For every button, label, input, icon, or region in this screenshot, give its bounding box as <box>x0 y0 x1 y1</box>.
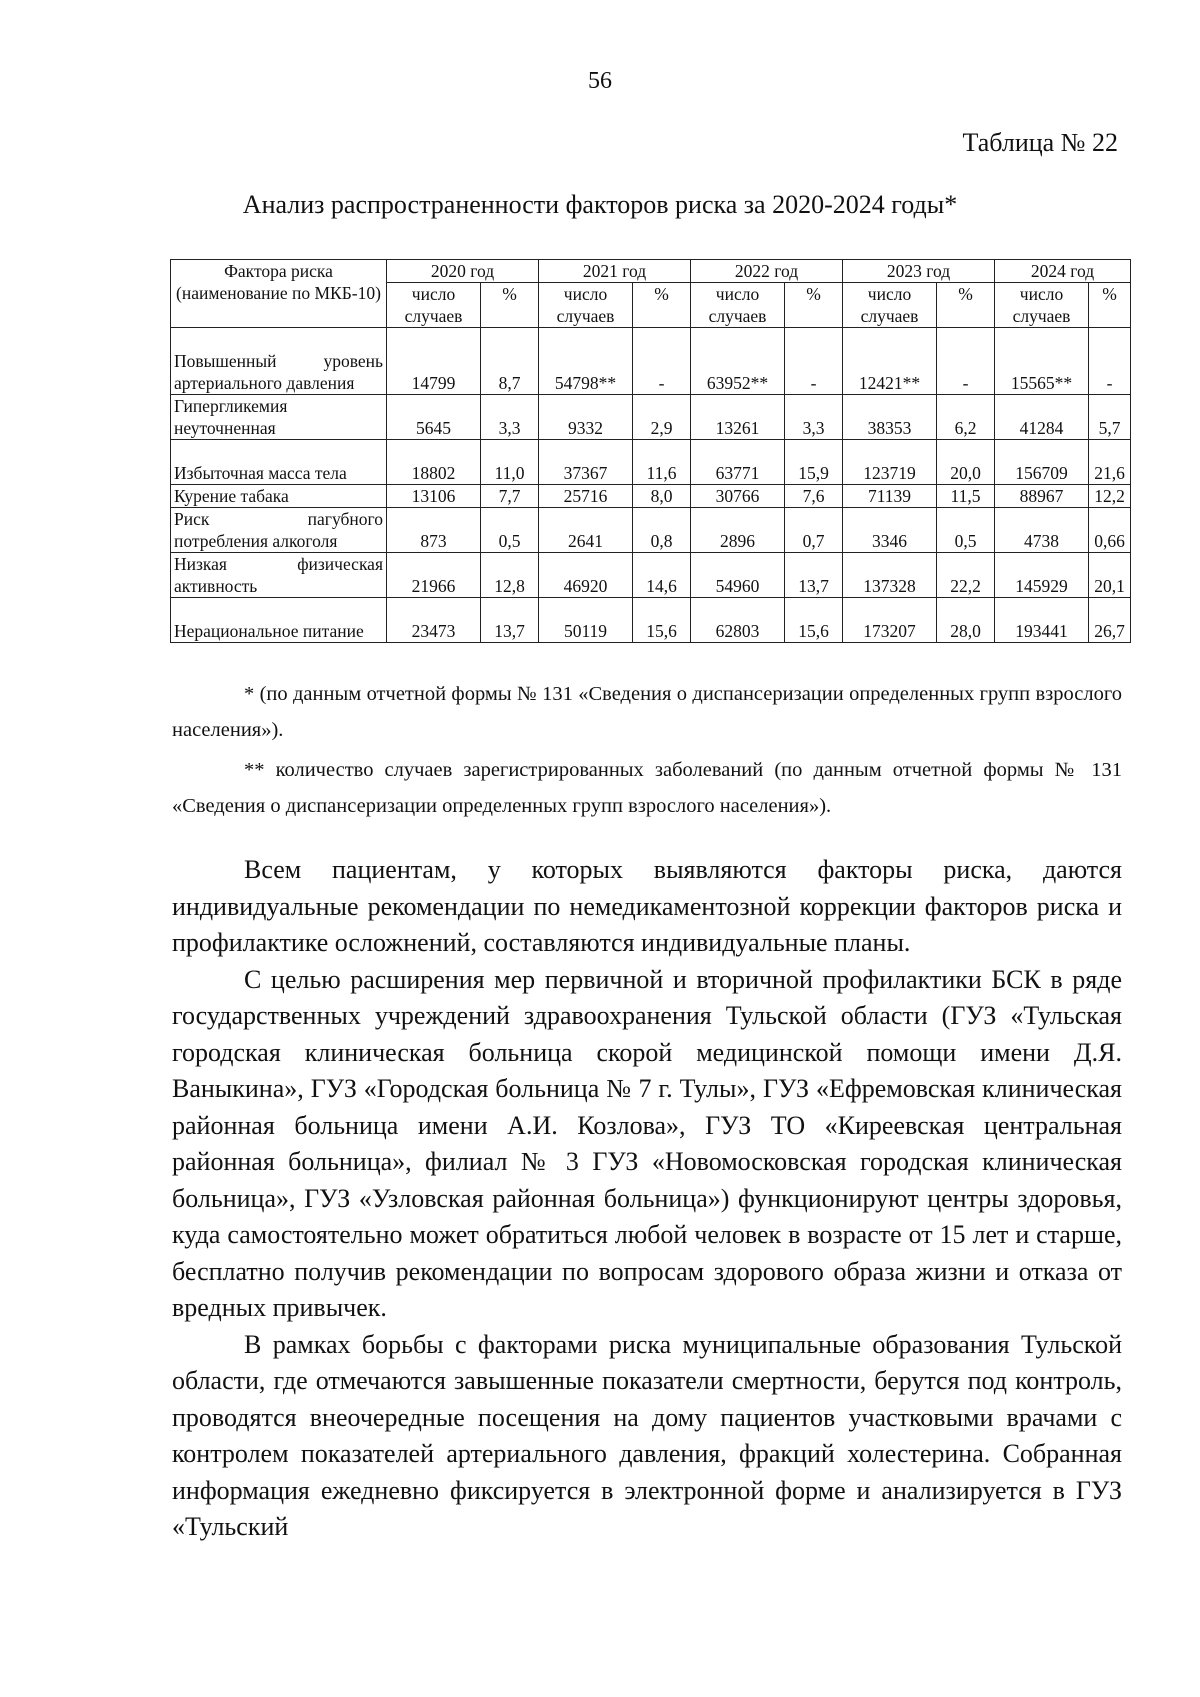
paragraph: Всем пациентам, у которых выявляются факторы риска, даются индивидуальные рекомендации по немедикаментозной коррекции факторов риска и профилактике осложнений, составляются индивидуальные планы. <box>172 855 1122 957</box>
table-cell: 21,6 <box>1089 440 1131 485</box>
table-row <box>171 598 1131 643</box>
risk-factors-table <box>170 259 1131 643</box>
table-cell: 30766 <box>691 485 785 508</box>
factor-name: Нерациональное питание <box>171 598 387 643</box>
factor-name: Низкая физическая активность <box>171 553 387 598</box>
table-cell: 6,2 <box>937 395 995 440</box>
count-header: число случаев <box>691 283 785 328</box>
table-row <box>171 508 1131 553</box>
table-cell: 3346 <box>843 508 937 553</box>
table-cell: 15,6 <box>633 598 691 643</box>
count-header: число случаев <box>843 283 937 328</box>
table-cell: 0,66 <box>1089 508 1131 553</box>
table-row <box>171 328 1131 395</box>
table-cell: 22,2 <box>937 553 995 598</box>
table-cell: 3,3 <box>785 395 843 440</box>
table-cell: 12421** <box>843 328 937 395</box>
table-cell: 2641 <box>539 508 633 553</box>
table-cell: 5645 <box>387 395 481 440</box>
table-cell: 14,6 <box>633 553 691 598</box>
table-cell: 873 <box>387 508 481 553</box>
table-cell: 2896 <box>691 508 785 553</box>
factor-name: Курение табака <box>171 485 387 508</box>
table-cell: 123719 <box>843 440 937 485</box>
table-cell: 8,0 <box>633 485 691 508</box>
table-cell: 7,7 <box>481 485 539 508</box>
factor-name: Повышенный уровень артериального давления <box>171 328 387 395</box>
table-cell: 71139 <box>843 485 937 508</box>
table-cell: 26,7 <box>1089 598 1131 643</box>
table-cell: 62803 <box>691 598 785 643</box>
year-header: 2024 год <box>995 260 1131 283</box>
table-cell: 88967 <box>995 485 1089 508</box>
table-cell: 8,7 <box>481 328 539 395</box>
table-cell: - <box>937 328 995 395</box>
table-cell: 137328 <box>843 553 937 598</box>
factor-name: Риск пагубного потребления алкоголя <box>171 508 387 553</box>
table-cell: 38353 <box>843 395 937 440</box>
year-header: 2020 год <box>387 260 539 283</box>
table-cell: 11,0 <box>481 440 539 485</box>
factor-name: Гипергликемия неуточненная <box>171 395 387 440</box>
factor-name: Избыточная масса тела <box>171 440 387 485</box>
table-cell: 37367 <box>539 440 633 485</box>
table-label: Таблица № 22 <box>962 128 1118 157</box>
year-header: 2023 год <box>843 260 995 283</box>
table-cell: - <box>633 328 691 395</box>
footnote-2: ** количество случаев зарегистрированных заболеваний (по данным отчетной формы № 131 «Сведения о диспансеризации определенных групп взрослого населения»). <box>172 759 1122 817</box>
table-cell: 9332 <box>539 395 633 440</box>
table-cell: 15,6 <box>785 598 843 643</box>
count-header: число случаев <box>387 283 481 328</box>
factor-header: Фактора риска (наименование по МКБ-10) <box>171 260 387 328</box>
table-cell: 193441 <box>995 598 1089 643</box>
table-cell: 5,7 <box>1089 395 1131 440</box>
table-cell: 4738 <box>995 508 1089 553</box>
table-cell: 0,7 <box>785 508 843 553</box>
percent-header: % <box>1089 283 1131 328</box>
paragraph: В рамках борьбы с факторами риска муниципальные образования Тульской области, где отмечаются завышенные показатели смертности, берутся под контроль, проводятся внеочередные посещения на дому пациентов участковыми врачами с контролем показателей артериального давления, фракций холестерина. Собранная информация ежедневно фиксируется в электронной форме и анализируется в ГУЗ «Тульский <box>172 1329 1122 1541</box>
table-cell: 3,3 <box>481 395 539 440</box>
table-cell: 7,6 <box>785 485 843 508</box>
table-cell: 13,7 <box>481 598 539 643</box>
percent-header: % <box>633 283 691 328</box>
table-cell: 20,1 <box>1089 553 1131 598</box>
table-cell: 11,6 <box>633 440 691 485</box>
table-cell: 156709 <box>995 440 1089 485</box>
table-cell: 14799 <box>387 328 481 395</box>
count-header: число случаев <box>995 283 1089 328</box>
table-cell: - <box>785 328 843 395</box>
table-cell: 12,2 <box>1089 485 1131 508</box>
table-cell: 46920 <box>539 553 633 598</box>
table-cell: 11,5 <box>937 485 995 508</box>
table-cell: 63952** <box>691 328 785 395</box>
table-cell: 41284 <box>995 395 1089 440</box>
table-cell: 13,7 <box>785 553 843 598</box>
count-header: число случаев <box>539 283 633 328</box>
page-number: 56 <box>588 68 612 94</box>
table-title: Анализ распространенности факторов риска за 2020-2024 годы* <box>242 190 958 219</box>
percent-header: % <box>937 283 995 328</box>
table-cell: 25716 <box>539 485 633 508</box>
table-cell: 54798** <box>539 328 633 395</box>
table-cell: 2,9 <box>633 395 691 440</box>
table-cell: 12,8 <box>481 553 539 598</box>
body-text <box>172 852 1122 1546</box>
table-cell: 23473 <box>387 598 481 643</box>
table-row <box>171 553 1131 598</box>
table-cell: 13261 <box>691 395 785 440</box>
percent-header: % <box>481 283 539 328</box>
table-cell: 18802 <box>387 440 481 485</box>
table-cell: 13106 <box>387 485 481 508</box>
table-cell: 145929 <box>995 553 1089 598</box>
table-cell: 173207 <box>843 598 937 643</box>
table-cell: 50119 <box>539 598 633 643</box>
table-cell: 28,0 <box>937 598 995 643</box>
percent-header: % <box>785 283 843 328</box>
table-cell: 54960 <box>691 553 785 598</box>
year-header: 2022 год <box>691 260 843 283</box>
table-cell: - <box>1089 328 1131 395</box>
table-row <box>171 440 1131 485</box>
footnote-1: * (по данным отчетной формы № 131 «Сведения о диспансеризации определенных групп взрослого населения»). <box>172 683 1122 741</box>
table-cell: 0,5 <box>481 508 539 553</box>
table-cell: 63771 <box>691 440 785 485</box>
table-cell: 20,0 <box>937 440 995 485</box>
year-header: 2021 год <box>539 260 691 283</box>
table-row <box>171 395 1131 440</box>
table-cell: 0,5 <box>937 508 995 553</box>
table-cell: 15,9 <box>785 440 843 485</box>
paragraph: С целью расширения мер первичной и вторичной профилактики БСК в ряде государственных учреждений здравоохранения Тульской области (ГУЗ «Тульская городская клиническая больница скорой медицинской помощи имени Д.Я. Ваныкина», ГУЗ «Городская больница № 7 г. Тулы», ГУЗ «Ефремовская клиническая районная больница имени А.И. Козлова», ГУЗ ТО «Киреевская центральная районная больница», филиал № 3 ГУЗ «Новомосковская городская клиническая больница», ГУЗ «Узловская районная больница») функционируют центры здоровья, куда самостоятельно может обратиться любой человек в возрасте от 15 лет и старше, бесплатно получив рекомендации по вопросам здорового образа жизни и отказа от вредных привычек. <box>172 964 1122 1322</box>
table-cell: 15565** <box>995 328 1089 395</box>
table-cell: 0,8 <box>633 508 691 553</box>
table-cell: 21966 <box>387 553 481 598</box>
table-row <box>171 485 1131 508</box>
